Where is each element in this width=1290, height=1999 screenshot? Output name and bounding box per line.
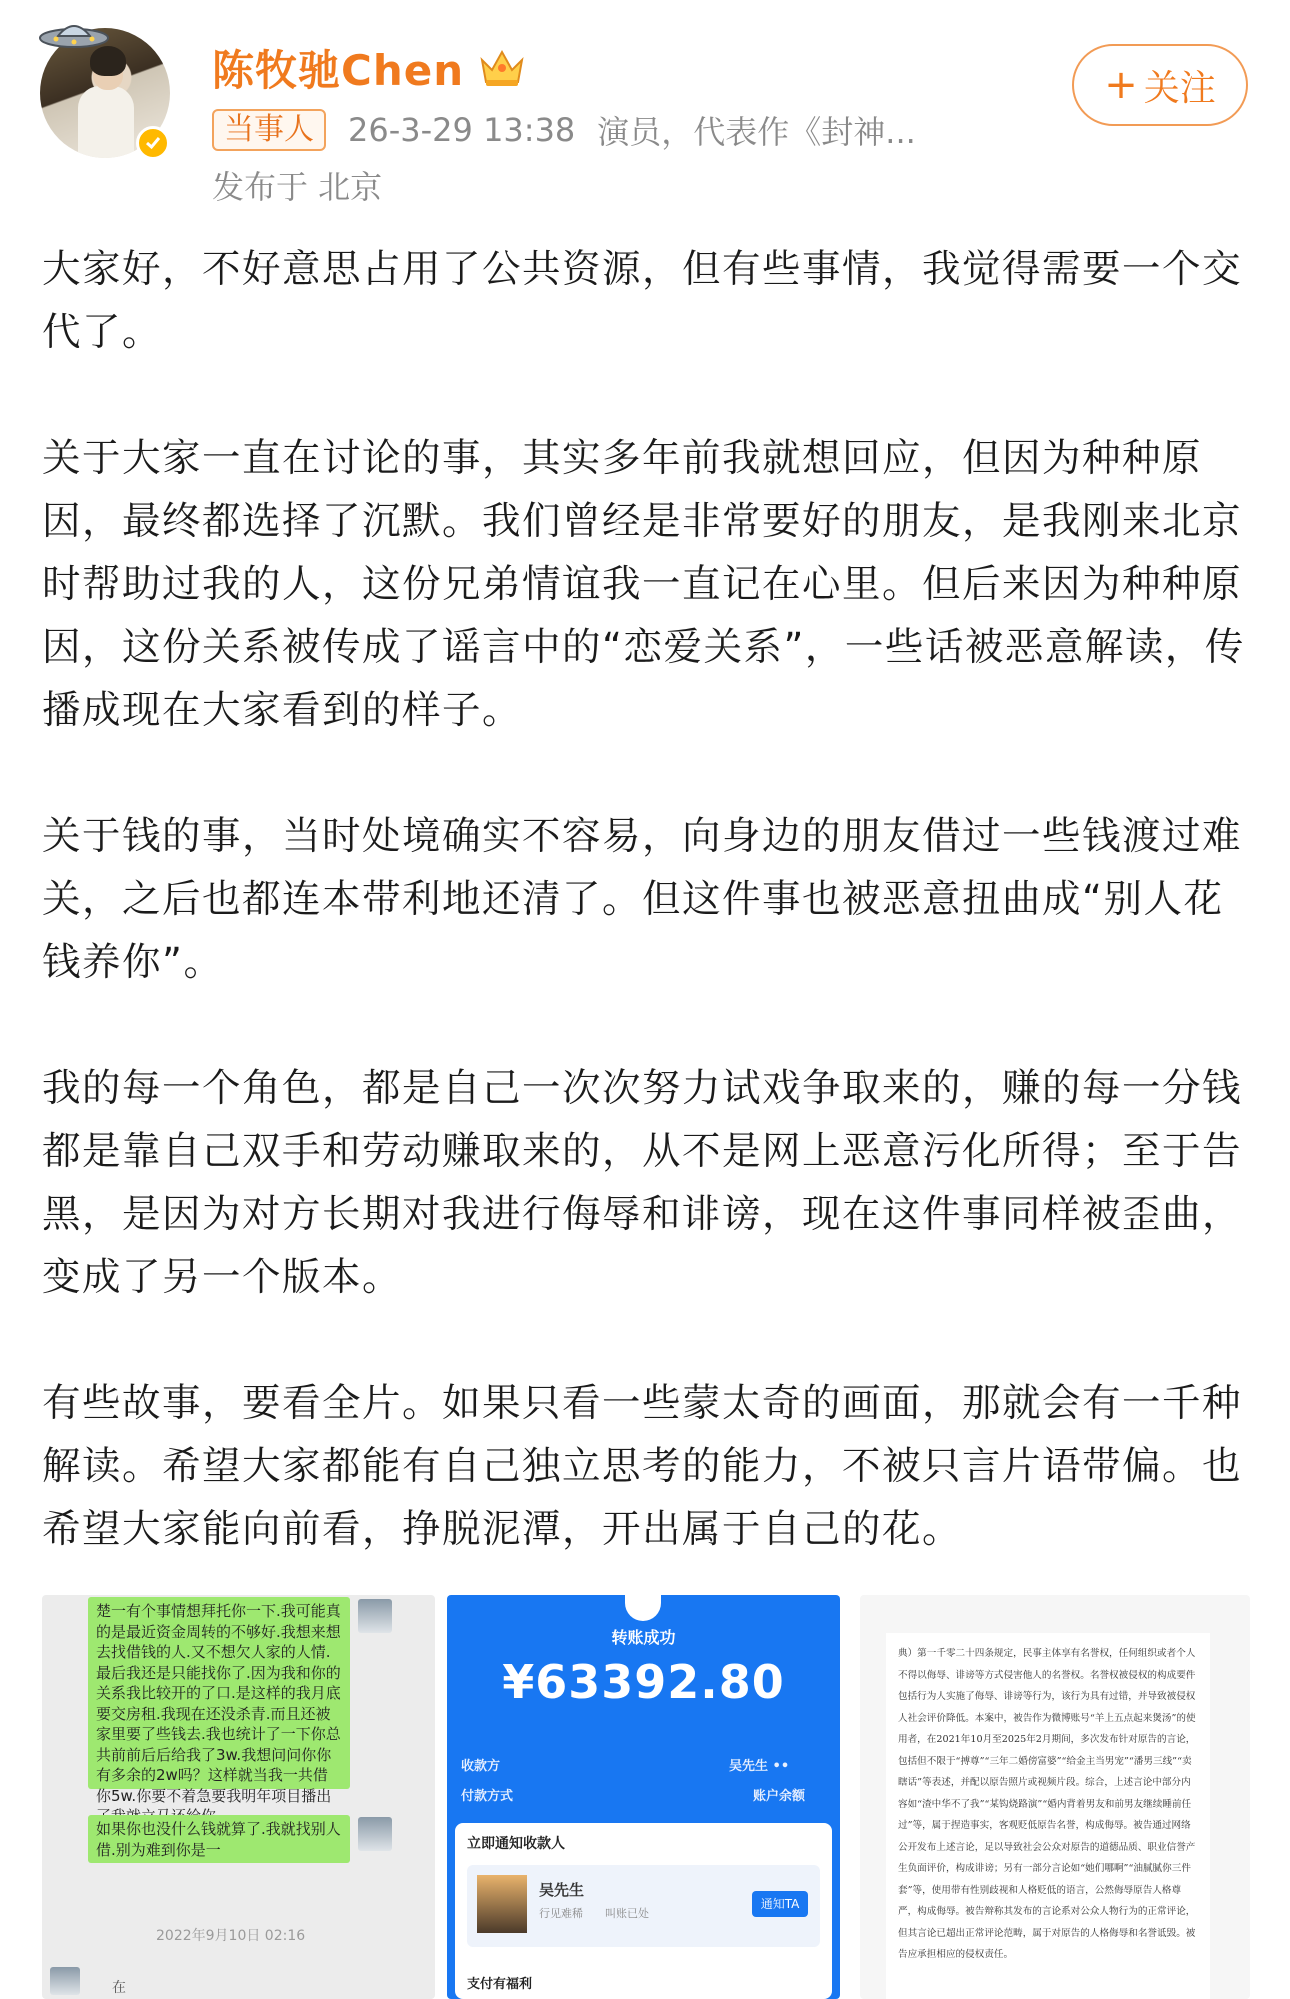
party-badge: 当事人 xyxy=(212,109,326,151)
chat-avatar xyxy=(358,1817,392,1851)
verified-icon xyxy=(136,126,170,160)
recipient-subtitle: 行见难稀 叫账已处 xyxy=(539,1907,649,1920)
notify-button: 通知TA xyxy=(752,1891,808,1917)
post-paragraph: 大家好，不好意思占用了公共资源，但有些事情，我觉得需要一个交代了。 xyxy=(42,247,1243,355)
recipient-avatar xyxy=(477,1875,527,1933)
payment-logo-icon xyxy=(625,1595,661,1621)
chat-avatar xyxy=(50,1967,80,1995)
chat-bubble: 楚一有个事情想拜托你一下.我可能真的是最近资金周转的不够好.我想来想去找借钱的人.又不想欠人家的人情.最后我还是只能找你了.因为我和你的关系我比较开的了口.是这样的我月底要交房租.我现在还没杀青.而且还被家里要了些钱去.我也统计了一下你总共前前后后给我了3w.我想问问你你有多余的2w吗？这样就当我一共借你5w.你要不着急要我明年项目播出 xyxy=(88,1597,350,1789)
post-paragraph: 有些故事，要看全片。如果只看一些蒙太奇的画面，那就会有一千种解读。希望大家都能有自己独立思考的能力，不被只言片语带偏。也希望大家能向前看，挣脱泥潭，开出属于自己的花。 xyxy=(42,1381,1243,1552)
payee-label: 收款方 xyxy=(461,1759,501,1774)
payment-screenshot-image[interactable] xyxy=(447,1595,840,1999)
follow-label: 关注 xyxy=(1143,67,1216,109)
payment-method-label: 付款方式 xyxy=(461,1789,514,1804)
payee-value: 吴先生 •• xyxy=(729,1759,790,1774)
payment-method-value: 账户余额 xyxy=(753,1789,806,1804)
chat-screenshot-image[interactable] xyxy=(42,1595,435,1999)
post-paragraph: 关于钱的事，当时处境确实不容易，向身边的朋友借过一些钱渡过难关，之后也都连本带利地还清了。但这件事也被恶意扭曲成“别人花钱养你”。 xyxy=(42,814,1243,985)
document-text: 典）第一千零二十四条规定，民事主体享有名誉权，任何组织或者个人不得以侮辱、诽谤等方式侵害他人的名誉权。名誉权被侵权的构成要件包括行为人实施了侮辱、诽谤等行为，该行为具有过错，并导致被侵权人社会评价降低。本案中，被告作为微博账号“羊上五点起来煲汤”的使用者，在2021年10月至2025年2月期间，多次发布针对原告的言论，包括但不限于“搏尊”“三年二婚傍富婆”“给金主当男宠”“潘男三线”“卖瞎话”等表述，并配以原告照片或视频片段。综合，上述言论中部分内容如“渣中华不了我”“某钩烧路演”“婚内背着男友和前男友继续睡前任过”等，属于捏造事实，客观贬低原告名誉，构成侮辱。被告通过网络公开发布上述言论，足以导致社会公众对原告的道德品质、职业信誉产生负面评价，构成诽谤；另有一部分言论如“她们哪啊”“油腻腻你三件套”等，使用带有性别歧视和人格贬低的语言，公然侮辱原告人格尊严，构成侮辱。被告辩称其发布的言论系对公众人物行为的正常评论，但其言论已超出正常评论范畴，属于对原告的人格侮辱和名誉诋毁。被告应承担相应的侵权责任。 xyxy=(898,1648,1196,1960)
chat-timestamp: 2022年9月10日 02:16 xyxy=(156,1928,306,1944)
post-location: 发布于 北京 xyxy=(212,168,383,206)
post-content xyxy=(42,238,1252,1624)
author-description: 演员，代表作《封神... xyxy=(597,113,916,151)
chat-avatar xyxy=(358,1599,392,1633)
notify-title: 立即通知收款人 xyxy=(467,1836,565,1852)
author-meta-row xyxy=(212,108,916,152)
post-header xyxy=(0,0,1290,220)
ufo-icon xyxy=(34,14,114,54)
post-paragraph: 关于大家一直在讨论的事，其实多年前我就想回应，但因为种种原因，最终都选择了沉默。我们曾经是非常要好的朋友，是我刚来北京时帮助过我的人，这份兄弟情谊我一直记在心里。但后来因为种种原因，这份关系被传成了谣言中的“恋爱关系”，一些话被恶意解读，传播成现在大家看到的样子。 xyxy=(42,436,1245,733)
document-screenshot-image[interactable] xyxy=(860,1595,1250,1999)
payment-amount: ¥63392.80 xyxy=(502,1655,785,1709)
chat-bubble: 如果你也没什么钱就算了.我就找别人借.别为难到你是一 xyxy=(88,1815,350,1863)
crown-icon[interactable] xyxy=(476,46,528,90)
author-name[interactable]: 陈牧驰Chen xyxy=(212,46,465,95)
plus-icon: + xyxy=(1104,62,1138,108)
recipient-name: 吴先生 xyxy=(539,1881,585,1899)
author-avatar[interactable] xyxy=(40,28,170,158)
post-paragraph: 我的每一个角色，都是自己一次次努力试戏争取来的，赚的每一分钱都是靠自己双手和劳动赚取来的，从不是网上恶意污化所得；至于告黑，是因为对方长期对我进行侮辱和诽谤，现在这件事同样被歪曲，变成了另一个版本。 xyxy=(42,1066,1243,1300)
payment-footer: 支付有福利 xyxy=(467,1977,533,1992)
chat-input-hint: 在 xyxy=(112,1980,126,1996)
recipient-row xyxy=(467,1865,820,1947)
post-time: 26-3-29 13:38 xyxy=(348,111,576,149)
author-name-row xyxy=(212,38,528,98)
notify-card xyxy=(455,1823,832,1999)
document-page xyxy=(886,1633,1210,1999)
post-image-grid xyxy=(42,1595,1250,1999)
payment-title: 转账成功 xyxy=(611,1628,676,1647)
follow-button[interactable] xyxy=(1072,44,1248,126)
